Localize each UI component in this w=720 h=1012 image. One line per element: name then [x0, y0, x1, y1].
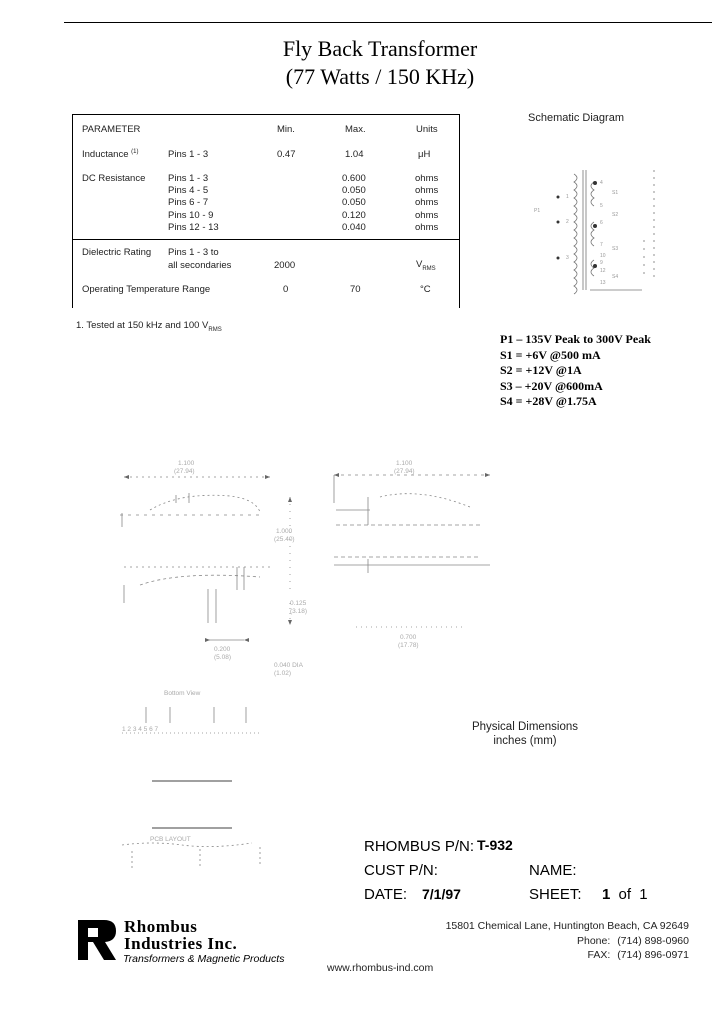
- temperature-max: 70: [350, 284, 361, 295]
- dimensions-caption: Physical Dimensions inches (mm): [471, 721, 579, 747]
- page-title: Fly Back Transformer: [282, 36, 478, 61]
- sheet-label: SHEET:: [529, 886, 582, 903]
- dim-top-width-mm: (27.94): [174, 468, 195, 475]
- bottom-pins: 1 2 3 4 5 6 7: [122, 726, 159, 733]
- temperature-unit: °C: [420, 284, 431, 295]
- dim-side-width: 1.100: [396, 460, 413, 467]
- dim-row-spacing-mm: (17.78): [398, 642, 419, 649]
- dim-pin-spacing-mm: (5.08): [214, 654, 231, 661]
- inductance-max: 1.04: [345, 149, 364, 160]
- rating-s3: S3 – +20V @600mA: [500, 378, 603, 393]
- rating-p1: P1 – 135V Peak to 300V Peak: [500, 332, 651, 346]
- inductance-unit: μH: [418, 149, 431, 160]
- temperature-label: Operating Temperature Range: [82, 284, 211, 295]
- rating-s2: S2 = +12V @1A: [500, 363, 582, 377]
- dim-top-width: 1.100: [178, 460, 195, 467]
- pin-label: 6: [600, 220, 603, 226]
- temperature-min: 0: [283, 284, 289, 295]
- output-ratings: [500, 332, 651, 410]
- inductance-min: 0.47: [277, 149, 296, 160]
- pin-label: 2: [566, 219, 569, 225]
- header-parameter: PARAMETER: [82, 124, 141, 135]
- page-subtitle: (77 Watts / 150 KHz): [285, 64, 475, 89]
- inductance-pins: Pins 1 - 3: [168, 149, 209, 160]
- footnote: 1. Tested at 150 kHz and 100 $V_{RMS}$: [76, 320, 222, 333]
- pin-label: 12: [600, 268, 606, 274]
- dim-side-width-mm: (27.94): [394, 468, 415, 475]
- company-website[interactable]: www.rhombus-ind.com: [327, 962, 434, 974]
- rhombus-pn-label: RHOMBUS P/N:: [364, 838, 475, 855]
- dim-height-mm: (25.40): [274, 536, 295, 543]
- schematic-title: Schematic Diagram: [528, 112, 624, 124]
- dim-pin-height-mm: (3.18): [290, 608, 307, 615]
- rating-s1: S1 = +6V @500 mA: [500, 347, 601, 362]
- company-name-1: Rhombus: [124, 917, 198, 936]
- dim-pin-dia: 0.040 DIA: [274, 662, 303, 669]
- header-units: Units: [416, 124, 438, 135]
- company-phone: Phone: (714) 898-0960: [576, 935, 689, 947]
- winding-label: S3: [612, 246, 619, 252]
- header-max: Max.: [345, 124, 366, 135]
- dim-height: 1.000: [276, 528, 293, 535]
- header-min: Min.: [277, 124, 295, 135]
- sheet-value: 1 of 1: [602, 886, 648, 903]
- pin-label: 7: [600, 242, 603, 248]
- date-value: 7/1/97: [422, 886, 461, 902]
- cust-pn-label: CUST P/N:: [364, 862, 438, 879]
- pin-label: 3: [566, 255, 569, 261]
- winding-label: S1: [612, 190, 619, 196]
- dim-pin-spacing: 0.200: [214, 646, 231, 653]
- winding-label: S2: [612, 212, 619, 218]
- dielectric-unit: $V_{RMS}$: [416, 259, 436, 272]
- inductance-label: Inductance $^{(1)}$: [82, 149, 139, 161]
- schematic-diagram: [494, 160, 664, 295]
- dielectric-min: 2000: [274, 260, 296, 271]
- company-name-2: Industries Inc.: [124, 934, 238, 953]
- dim-pin-dia-mm: (1.02): [274, 670, 291, 677]
- company-logo: [76, 918, 118, 962]
- winding-label: P1: [534, 208, 541, 214]
- company-address: 15801 Chemical Lane, Huntington Beach, CA 92649: [445, 920, 689, 932]
- name-label: NAME:: [529, 862, 577, 879]
- dcr-row: Pins 1 - 3 Pins 4 - 5 Pins 6 - 7 Pins 10 - 9 Pins 12 - 13: [168, 173, 219, 233]
- rhombus-pn: T-932: [477, 837, 513, 853]
- pin-label: 5: [600, 203, 603, 209]
- top-rule: [64, 22, 712, 23]
- dielectric-pins: Pins 1 - 3 to all secondaries: [168, 247, 232, 271]
- bottom-view-label: Bottom View: [164, 690, 201, 697]
- dcr-max-values: 0.600 0.050 0.050 0.120 0.040: [342, 173, 366, 233]
- pin-label: 10: [600, 253, 606, 259]
- pcb-label: PCB LAYOUT: [150, 836, 191, 843]
- company-fax: FAX: (714) 896-0971: [587, 949, 689, 961]
- dim-pin-height: 0.125: [290, 600, 307, 607]
- pin-label: 1: [566, 194, 569, 200]
- pin-label: 4: [600, 180, 603, 186]
- dim-row-spacing: 0.700: [400, 634, 417, 641]
- date-label: DATE:: [364, 886, 408, 903]
- dielectric-label: Dielectric Rating: [82, 247, 152, 258]
- pin-label: 13: [600, 280, 606, 286]
- company-tagline: Transformers & Magnetic Products: [123, 953, 285, 965]
- dc-resistance-label: DC Resistance: [82, 173, 146, 184]
- winding-label: S4: [612, 274, 619, 280]
- rating-s4: S4 = +28V @1.75A: [500, 394, 597, 408]
- pin-label: 9: [600, 260, 603, 266]
- dcr-units: ohms ohms ohms ohms ohms: [415, 173, 439, 233]
- mechanical-drawing: [110, 455, 490, 875]
